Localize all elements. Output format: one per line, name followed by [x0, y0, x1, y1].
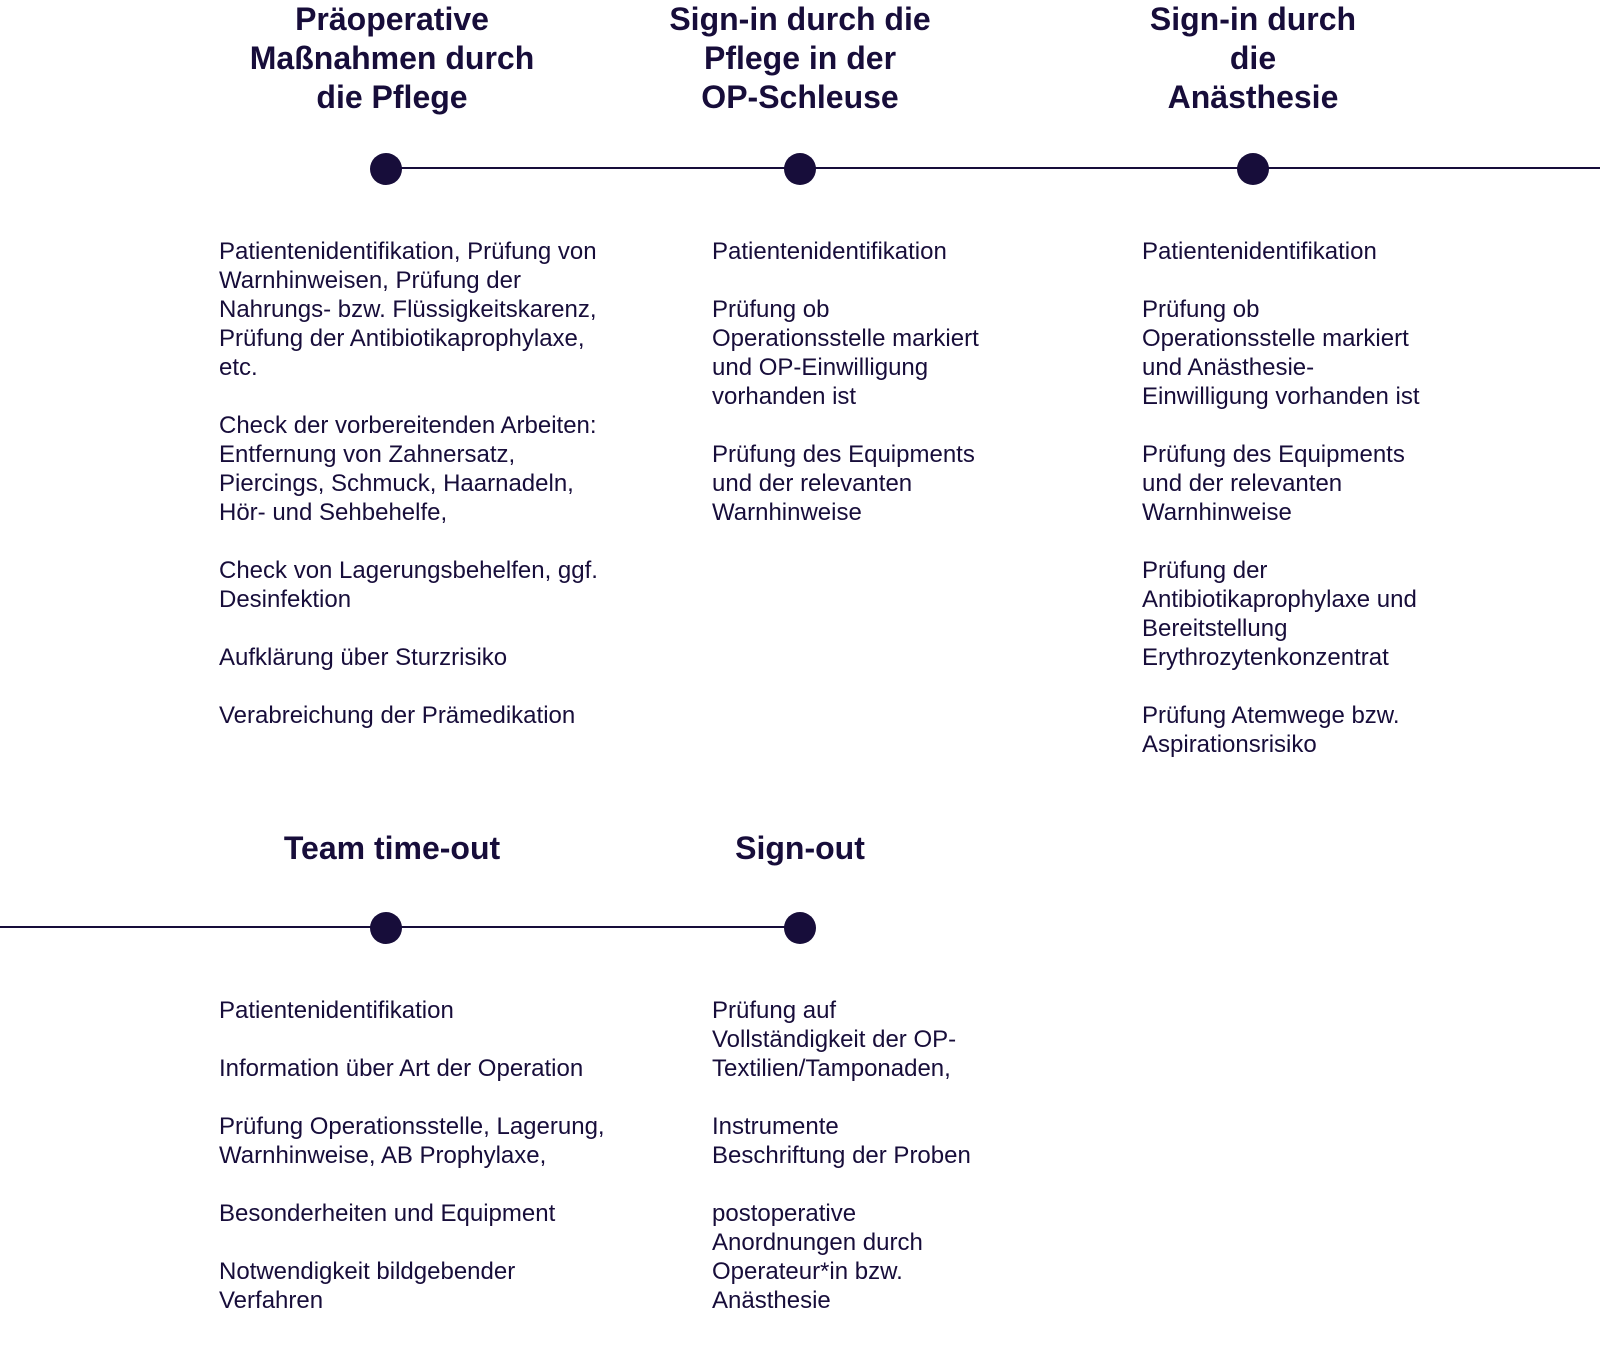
checklist-item-line: postoperative	[712, 1200, 857, 1227]
checklist-item-line: Warnhinweisen, Prüfung der	[219, 267, 521, 294]
step-title	[192, 0, 592, 117]
checklist-item-line: Anordnungen durch	[712, 1229, 923, 1256]
checklist-item-line: Nahrungs- bzw. Flüssigkeitskarenz,	[219, 296, 597, 323]
checklist-item	[219, 1112, 605, 1170]
checklist-item-line: Instrumente	[712, 1113, 839, 1140]
step-title-line: Team time-out	[283, 830, 501, 866]
checklist-item	[1142, 556, 1420, 672]
timeline-node-step-4	[370, 912, 402, 944]
checklist-item-line: Textilien/Tamponaden,	[712, 1055, 951, 1082]
checklist-item-line: und der relevanten	[1142, 470, 1343, 497]
checklist-item	[1142, 440, 1420, 527]
checklist-item-line: Piercings, Schmuck, Haarnadeln,	[219, 470, 574, 497]
checklist-item-line: Prüfung ob	[1142, 296, 1260, 323]
checklist-item-line: vorhanden ist	[712, 383, 857, 410]
step-title-line: Sign-out	[735, 830, 865, 866]
checklist-item	[1142, 701, 1420, 759]
checklist-item-line: Check von Lagerungsbehelfen, ggf.	[219, 557, 598, 584]
checklist-item-line: Aufklärung über Sturzrisiko	[219, 644, 508, 671]
checklist-item-line: Besonderheiten und Equipment	[219, 1200, 556, 1227]
step-title-line: Präoperative	[295, 1, 489, 37]
timeline-node-step-2	[784, 153, 816, 185]
checklist-item-line: Entfernung von Zahnersatz,	[219, 441, 516, 468]
timeline-node-step-1	[370, 153, 402, 185]
checklist-item-line: Hör- und Sehbehelfe,	[219, 499, 448, 526]
step-title-line: Sign-in durch	[1149, 1, 1357, 37]
checklist-item-line: Patientenidentifikation, Prüfung von	[219, 238, 597, 265]
checklist-item	[219, 1199, 605, 1228]
step-description	[219, 996, 605, 1315]
step-description	[219, 237, 598, 730]
checklist-item-line: Prüfung Operationsstelle, Lagerung,	[219, 1113, 605, 1140]
checklist-item-line: Warnhinweise	[1142, 499, 1292, 526]
checklist-item-line: und der relevanten	[712, 470, 913, 497]
checklist-item-line: Check der vorbereitenden Arbeiten:	[219, 412, 597, 439]
checklist-item-line: Prüfung der Antibiotikaprophylaxe,	[219, 325, 585, 352]
checklist-item	[712, 996, 971, 1083]
step-title-line: Pflege in der	[703, 40, 897, 76]
checklist-item-line: Aspirationsrisiko	[1142, 731, 1317, 758]
checklist-item-line: Prüfung ob	[712, 296, 830, 323]
step-description	[1142, 237, 1420, 759]
step-description	[712, 996, 971, 1315]
step-title-line: die Pflege	[316, 79, 468, 115]
checklist-item-line: Operateur*in bzw.	[712, 1258, 903, 1285]
checklist-item-line: Bereitstellung	[1142, 615, 1288, 642]
checklist-item-line: Desinfektion	[219, 586, 352, 613]
checklist-item-line: Erythrozytenkonzentrat	[1142, 644, 1389, 671]
checklist-item	[712, 1112, 971, 1170]
step-title	[600, 829, 1000, 868]
checklist-item-line: etc.	[219, 354, 258, 381]
checklist-item-line: Prüfung des Equipments	[712, 441, 975, 468]
checklist-item-line: Prüfung Atemwege bzw.	[1142, 702, 1400, 729]
step-title	[1053, 0, 1453, 117]
step-description	[712, 237, 979, 527]
checklist-item	[219, 1054, 605, 1083]
checklist-item-line: Patientenidentifikation	[219, 997, 454, 1024]
checklist-item-line: Prüfung auf	[712, 997, 837, 1024]
checklist-item-line: Anästhesie	[712, 1287, 831, 1314]
checklist-item	[219, 411, 598, 527]
step-title-line: OP-Schleuse	[701, 79, 899, 115]
timeline-node-step-3	[1237, 153, 1269, 185]
timeline-node-step-5	[784, 912, 816, 944]
checklist-item-line: Vollständigkeit der OP-	[712, 1026, 957, 1053]
checklist-item	[1142, 237, 1420, 266]
checklist-item	[219, 701, 598, 730]
step-title-line: die	[1229, 40, 1277, 76]
checklist-item-line: Patientenidentifikation	[1142, 238, 1377, 265]
step-title-line: Sign-in durch die	[669, 1, 931, 37]
checklist-item-line: Warnhinweise, AB Prophylaxe,	[219, 1142, 547, 1169]
checklist-item-line: Operationsstelle markiert	[712, 325, 979, 352]
checklist-item	[712, 440, 979, 527]
checklist-item	[1142, 295, 1420, 411]
step-title-line: Maßnahmen durch	[249, 40, 535, 76]
checklist-item	[219, 556, 598, 614]
checklist-item	[712, 1199, 971, 1315]
checklist-item-line: Notwendigkeit bildgebender	[219, 1258, 516, 1285]
checklist-item-line: Information über Art der Operation	[219, 1055, 584, 1082]
checklist-item-line: Beschriftung der Proben	[712, 1142, 971, 1169]
checklist-item	[219, 237, 598, 382]
checklist-item	[219, 996, 605, 1025]
timeline-line-row-1	[385, 167, 1600, 169]
checklist-item-line: Warnhinweise	[712, 499, 862, 526]
checklist-item-line: Einwilligung vorhanden ist	[1142, 383, 1420, 410]
checklist-item-line: und OP-Einwilligung	[712, 354, 929, 381]
checklist-item-line: Verfahren	[219, 1287, 324, 1314]
step-title	[600, 0, 1000, 117]
checklist-item-line: Operationsstelle markiert	[1142, 325, 1409, 352]
checklist-item-line: und Anästhesie-	[1142, 354, 1315, 381]
checklist-item-line: Patientenidentifikation	[712, 238, 947, 265]
checklist-item-line: Verabreichung der Prämedikation	[219, 702, 576, 729]
checklist-item	[219, 1257, 605, 1315]
step-title	[192, 829, 592, 868]
checklist-item	[219, 643, 598, 672]
checklist-item-line: Prüfung des Equipments	[1142, 441, 1405, 468]
checklist-item-line: Prüfung der	[1142, 557, 1268, 584]
checklist-item	[712, 237, 979, 266]
step-title-line: Anästhesie	[1167, 79, 1339, 115]
checklist-item	[712, 295, 979, 411]
checklist-item-line: Antibiotikaprophylaxe und	[1142, 586, 1417, 613]
